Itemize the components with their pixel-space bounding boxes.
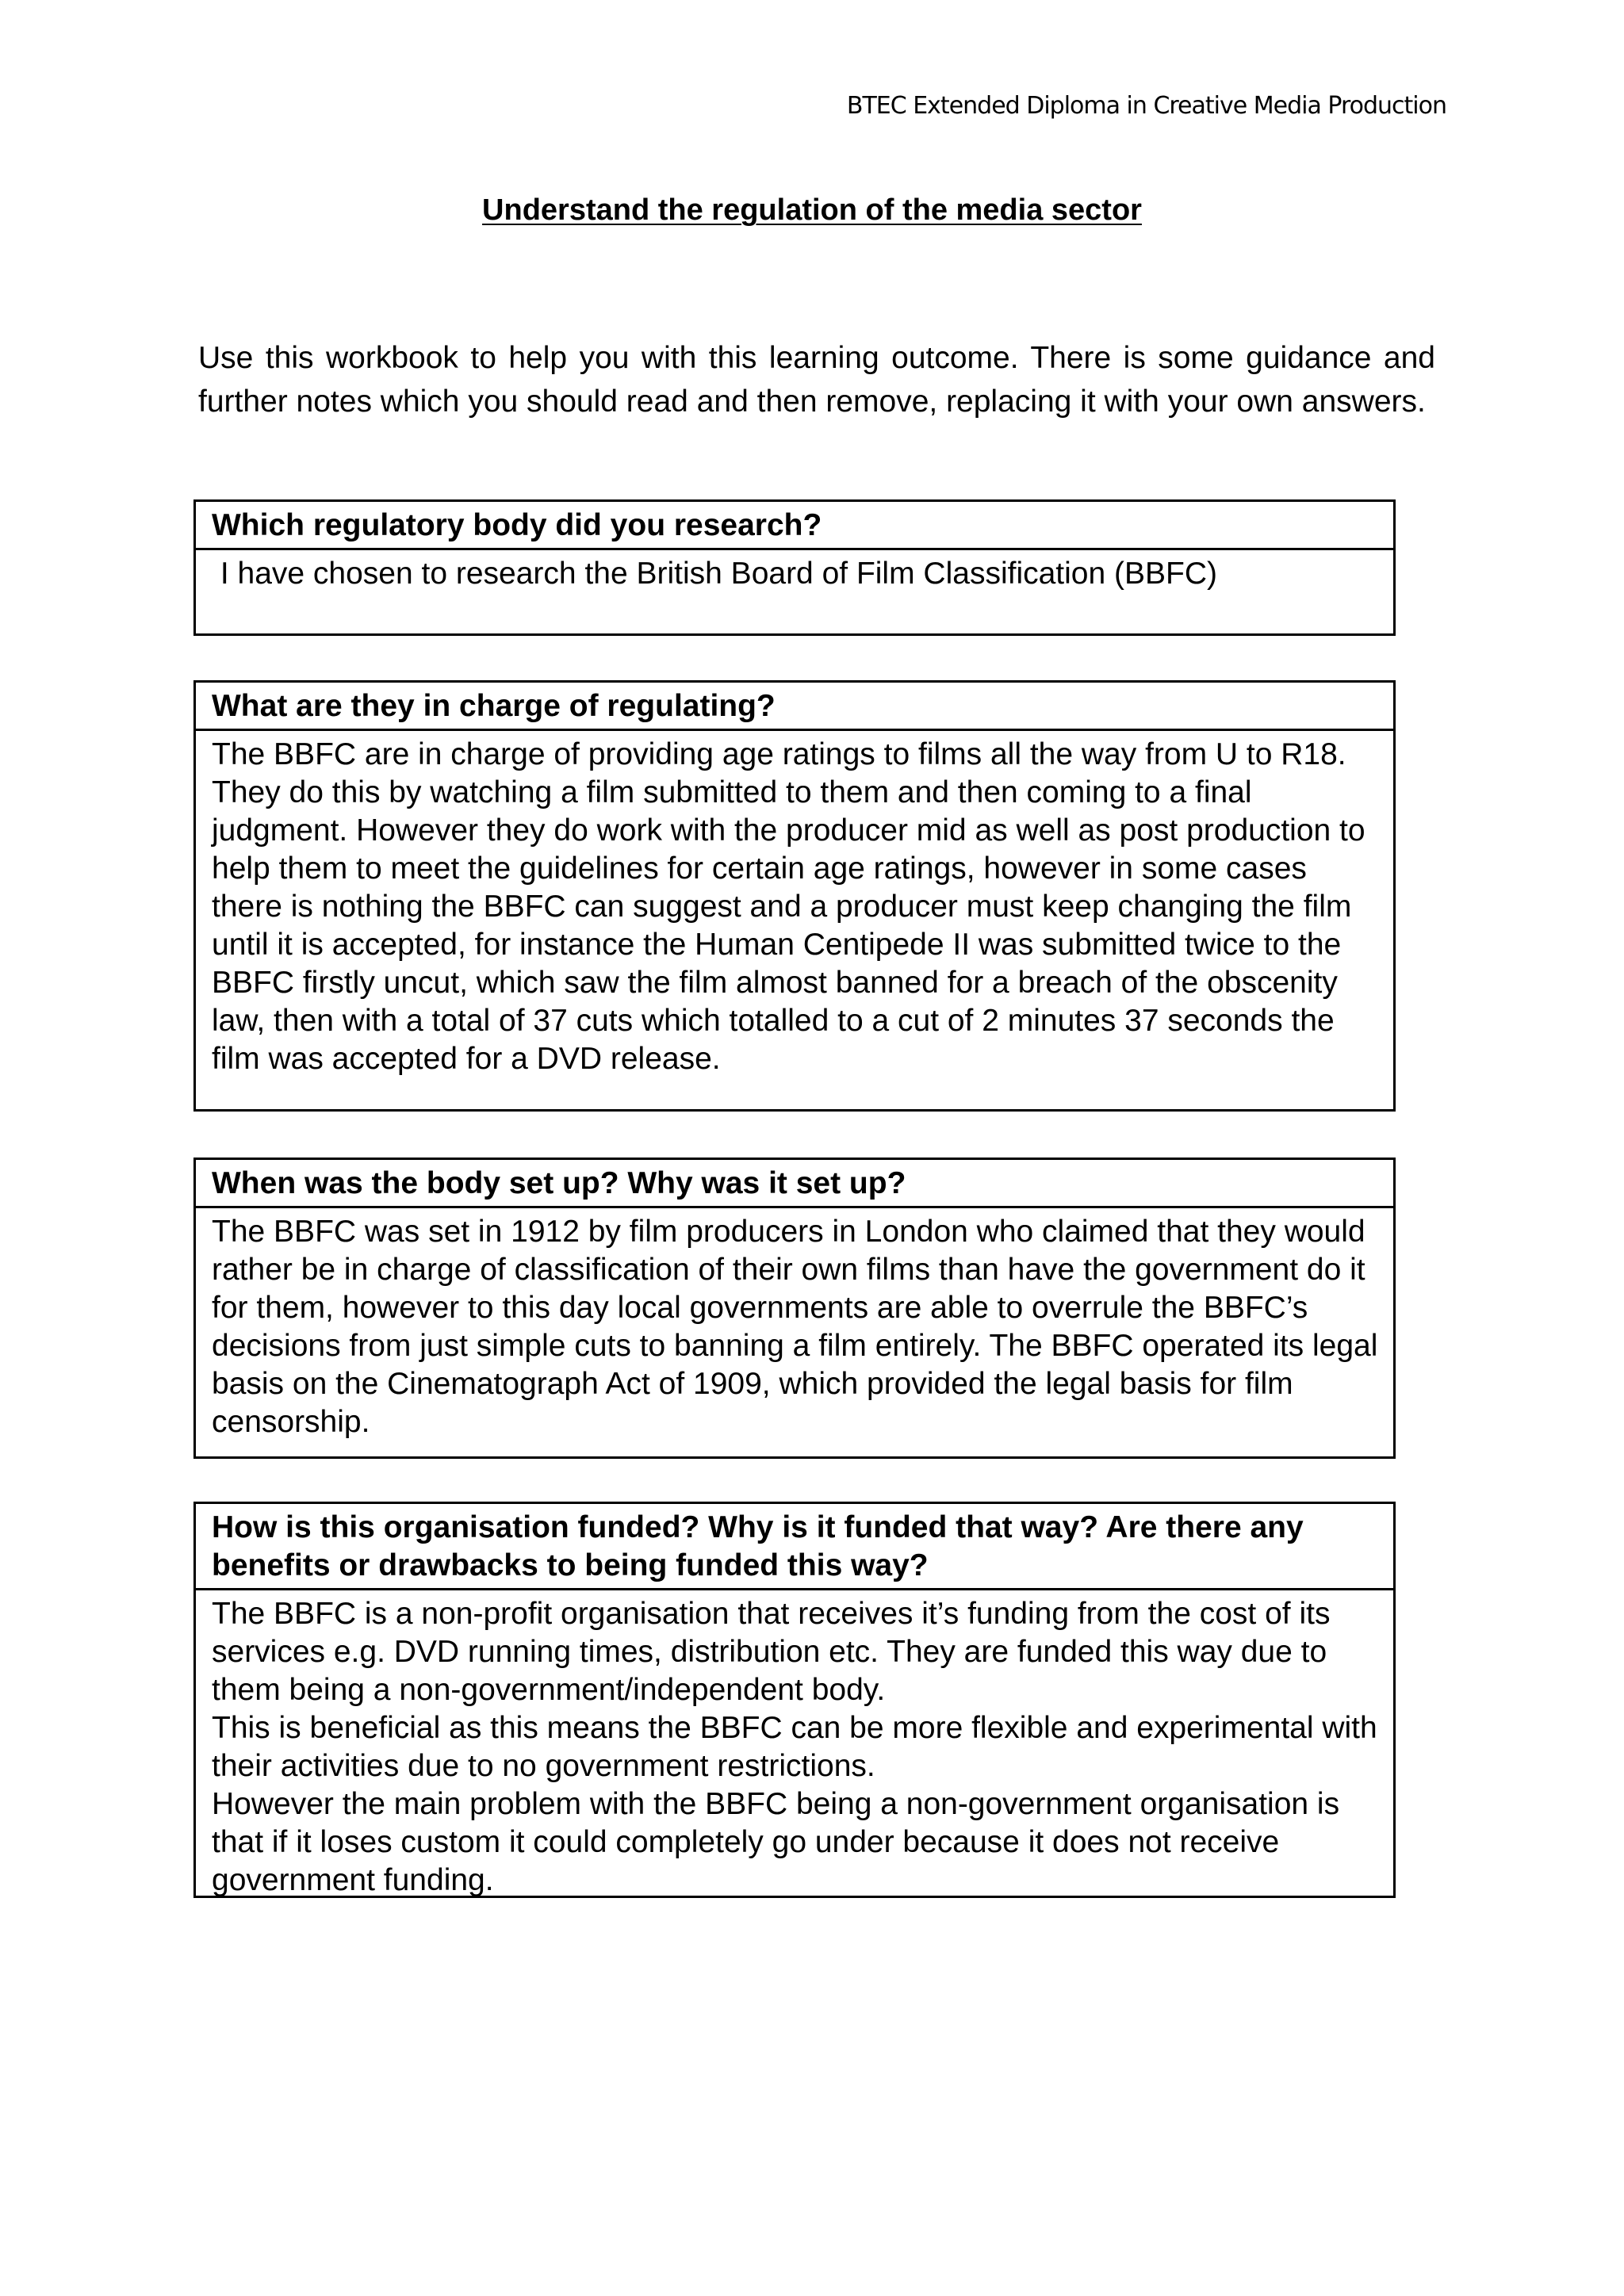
question-box-regulating	[193, 680, 1396, 1112]
page-title: Understand the regulation of the media sector	[482, 193, 1142, 227]
answer-paragraph: The BBFC are in charge of providing age ratings to films all the way from U to R18.	[212, 737, 1346, 771]
question-heading: When was the body set up? Why was it set up?	[196, 1160, 1393, 1208]
intro-paragraph: Use this workbook to help you with this learning outcome. There is some guidance and further notes which you should read and then remove, replacing it with your own answers.	[198, 341, 1435, 419]
question-box-funding	[193, 1502, 1396, 1898]
course-header: BTEC Extended Diploma in Creative Media Production	[846, 92, 1446, 120]
answer-paragraph: They do this by watching a film submitted to them and then coming to a final judgment. However they do work with the producer mid as well as post production to help them to meet the guidelines for certain age ratings, however in some cases there is nothing the BBFC can suggest and a producer must keep changing the film until it is accepted, for instance the Human Centipede II was submitted twice to the BBFC firstly uncut, which saw the film almost banned for a breach of the obscenity law, then with a total of 37 cuts which totalled to a cut of 2 minutes 37 seconds the film was accepted for a DVD release.	[212, 775, 1365, 1076]
answer-paragraph: I have chosen to research the British Board of Film Classification (BBFC)	[212, 557, 1217, 591]
question-box-setup	[193, 1158, 1396, 1459]
answer-text	[196, 731, 1393, 1086]
answer-text	[196, 550, 1393, 601]
answer-paragraph: This is beneficial as this means the BBFC can be more flexible and experimental with their activities due to no government restrictions.	[212, 1711, 1377, 1783]
question-box-regulatory-body	[193, 499, 1396, 636]
question-heading: Which regulatory body did you research?	[196, 502, 1393, 550]
answer-paragraph: The BBFC is a non-profit organisation that receives it’s funding from the cost of its services e.g. DVD running times, distribution etc. They are funded this way due to them being a non-government/independent body.	[212, 1597, 1331, 1707]
question-heading: How is this organisation funded? Why is it funded that way? Are there any benefits or drawbacks to being funded this way?	[196, 1504, 1393, 1590]
answer-text	[196, 1590, 1393, 1908]
answer-paragraph: However the main problem with the BBFC being a non-government organisation is that if it loses custom it could completely go under because it does not receive government funding.	[212, 1787, 1340, 1897]
answer-text	[196, 1208, 1393, 1449]
question-heading: What are they in charge of regulating?	[196, 683, 1393, 731]
answer-paragraph: The BBFC was set in 1912 by film producers in London who claimed that they would rather be in charge of classification of their own films than have the government do it for them, however to this day local governments are able to overrule the BBFC’s decisions from just simple cuts to banning a film entirely. The BBFC operated its legal basis on the Cinematograph Act of 1909, which provided the legal basis for film censorship.	[212, 1215, 1378, 1439]
